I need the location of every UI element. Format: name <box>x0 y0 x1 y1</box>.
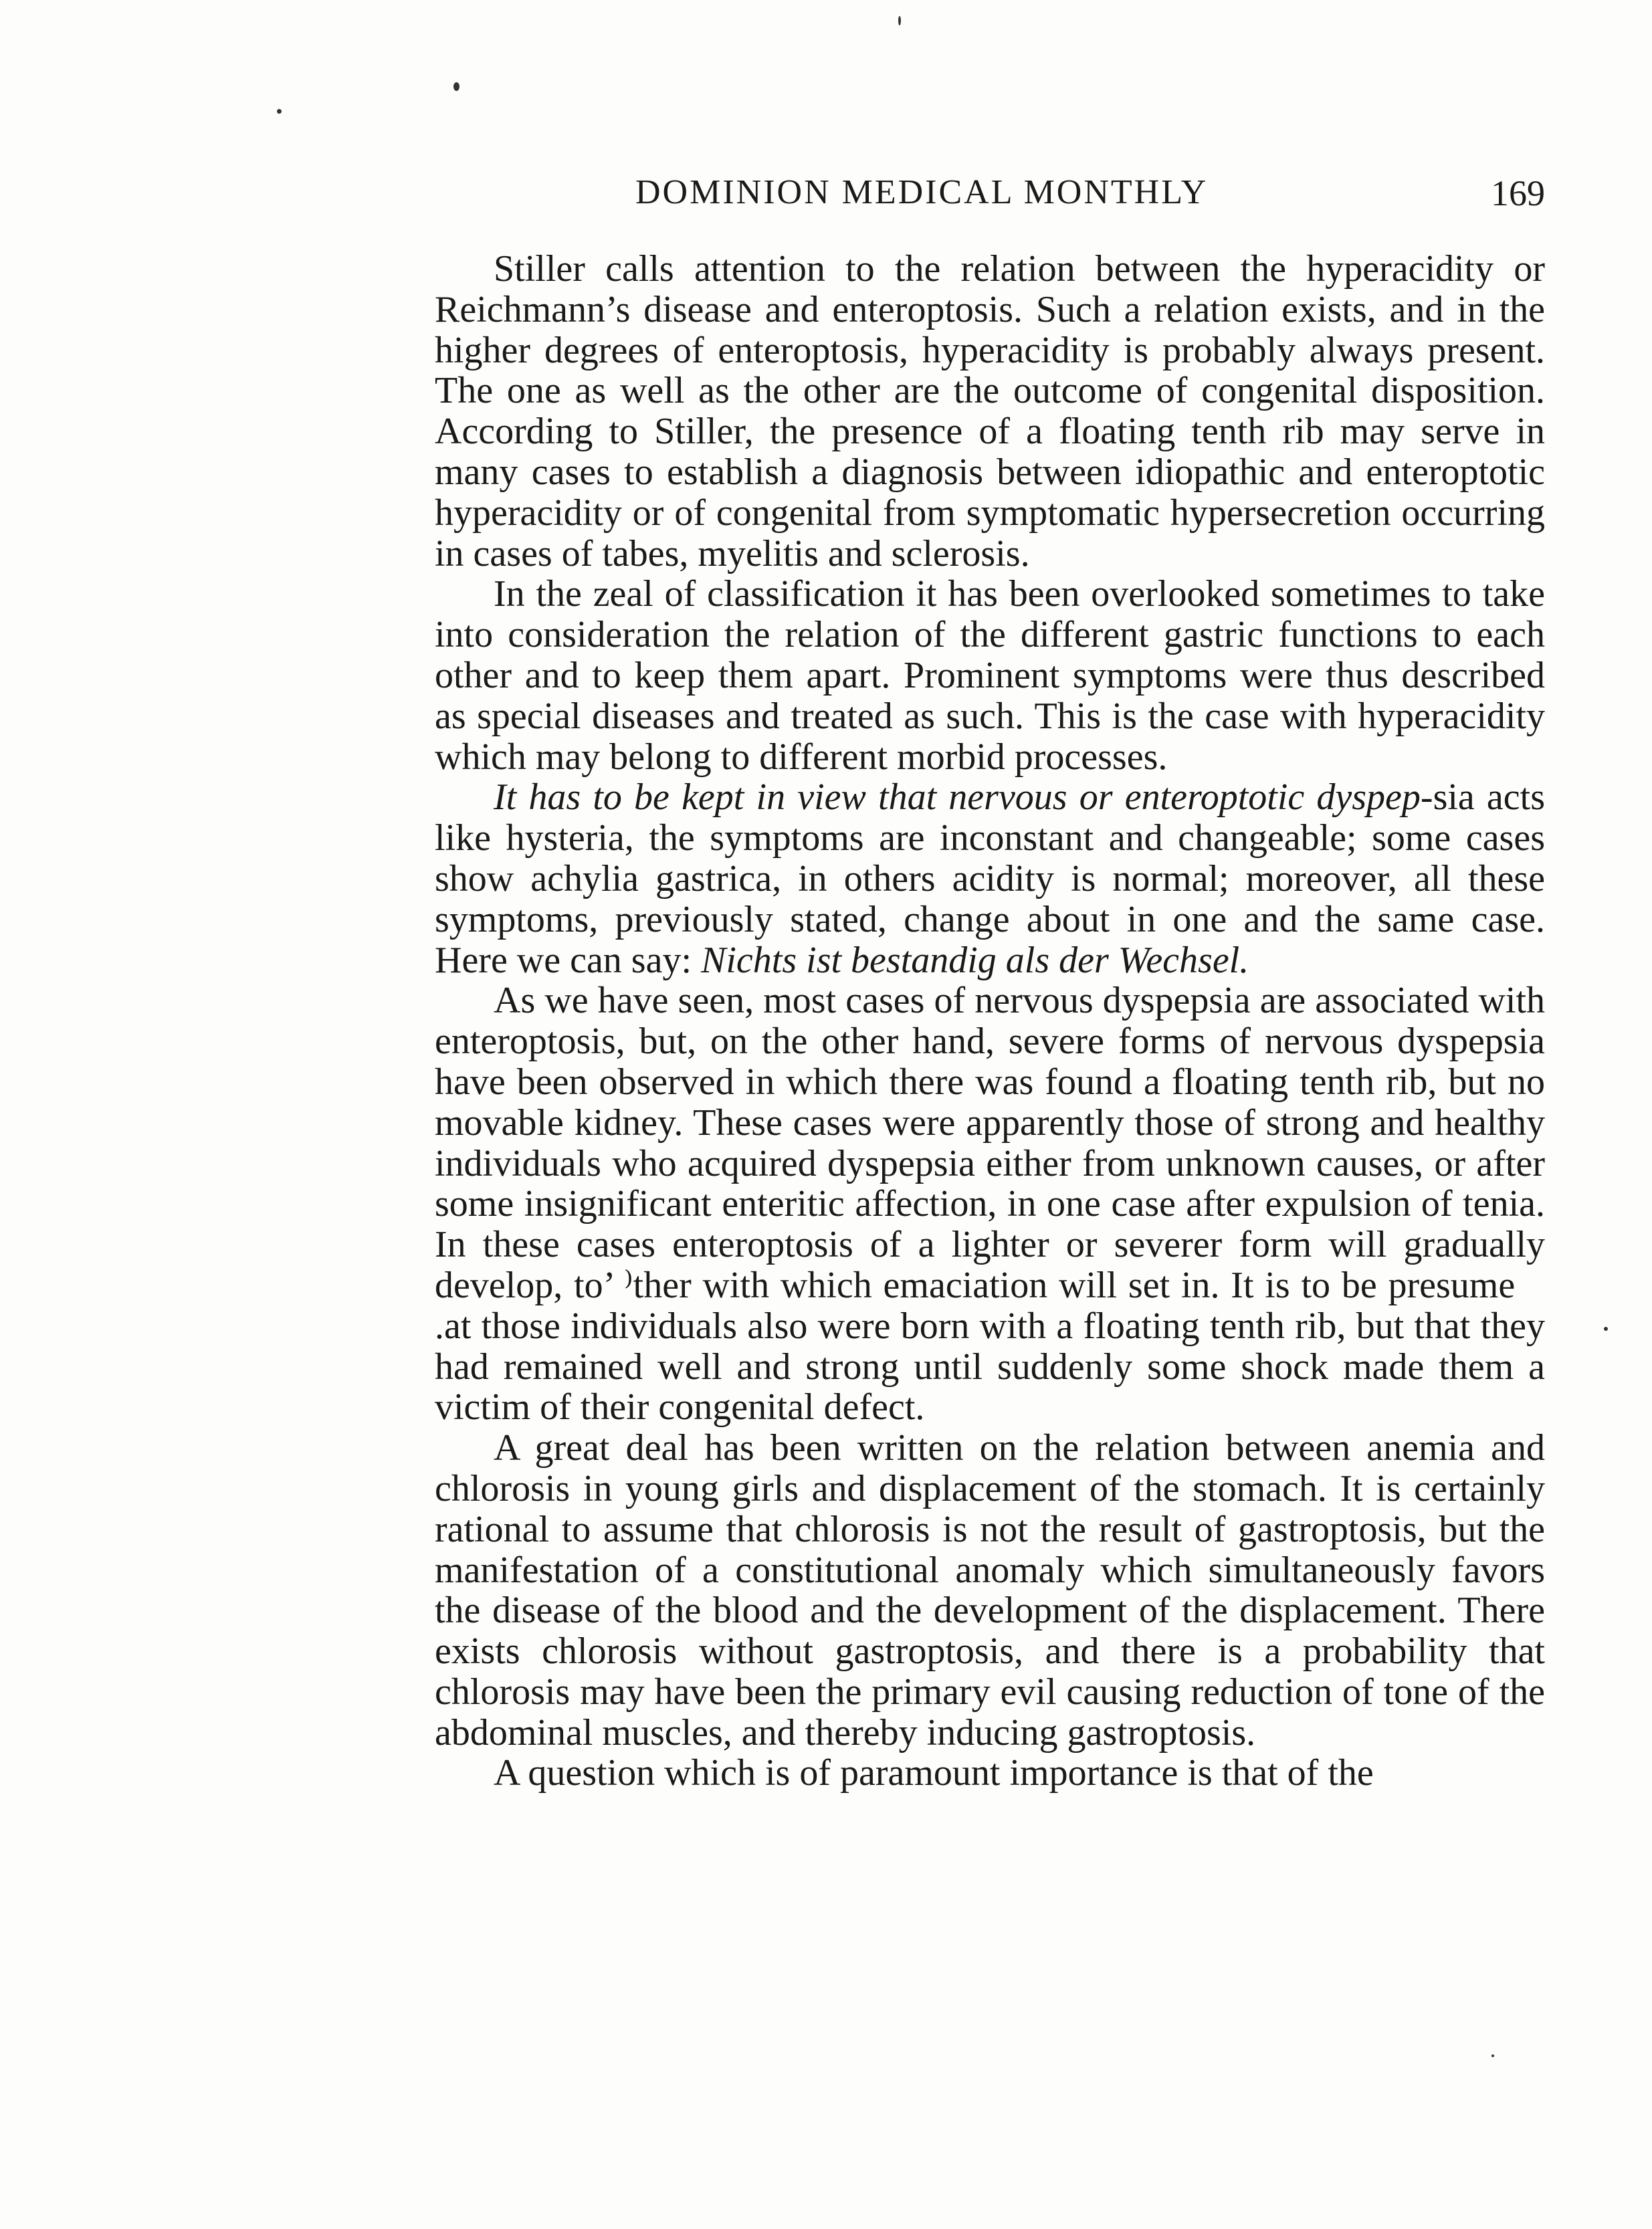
paragraph-text: Stiller calls attention to the relation between the hyperacidity or Reichmann’s disease and enteroptosis. Such a relation exists, and in the higher degrees of enteroptosis, hyperacidity is probably always present. The one as well as the other are the outcome of congenital disposition. According to Stiller, the presence of a floating tenth rib may serve in many cases to establish a diagnosis between idiopathic and enteroptotic hyperacidity or of congenital from symptomatic hypersecretion occurring in cases of tabes, myelitis and sclerosis. <box>435 248 1545 574</box>
running-title: DOMINION MEDICAL MONTHLY <box>635 173 1209 211</box>
paragraph-text: A great deal has been written on the relation between anemia and chlorosis in young girls and displacement of the stomach. It is certainly rational to assume that chlorosis is not the result of gastroptosis, but the manifestation of a constitutional anomaly which simultaneously favors the disease of the blood and the development of the displacement. There exists chlorosis without gastroptosis, and there is a probability that chlorosis may have been the primary evil causing reduction of tone of the abdominal muscles, and thereby inducing gastroptosis. <box>435 1427 1545 1754</box>
paragraph-text: As we have seen, most cases of nervous dyspepsia are associated with enteroptosis, but, on the other hand, severe forms of nervous dyspepsia have been observed in which there was found a floating tenth rib, but no movable kidney. These cases were apparently those of strong and healthy individuals who acquired dyspepsia either from unknown causes, or after some insignificant enteritic affection, in one case after expulsion of tenia. In these cases enteroptosis of a lighter or severer form will gradually develop, to’ ⁾ther with which emaciation will set in. It is to be presume .at those individuals also were born with a floating tenth rib, but that they had remained well and strong until suddenly some shock made them a victim of their congenital defect. <box>435 980 1545 1428</box>
scan-speck <box>898 16 901 25</box>
paragraph-enteroptosis <box>435 980 1545 1428</box>
paragraph-chlorosis <box>435 1428 1545 1753</box>
italic-lead: It has to be kept in view that nervous or enteroptotic dyspep <box>494 776 1421 819</box>
running-header <box>435 173 1545 219</box>
page-number: 169 <box>1491 173 1545 213</box>
article-body <box>435 249 1545 1794</box>
scan-speck <box>277 109 282 114</box>
paragraph-text: In the zeal of classification it has been overlooked sometimes to take into consideration the relation of the different gastric functions to each other and to keep them apart. Prominent symptoms were thus described as special diseases and treated as such. This is the case with hyperacidity which may belong to different morbid processes. <box>435 573 1545 778</box>
scan-speck <box>1491 2054 1494 2057</box>
paragraph-text: sia acts like hysteria, the symptoms are inconstant and changeable; some cases show achylia gastrica, in others acidity is normal; moreover, all these symptoms, previously stated, change about in one and the same case. Here we can say: <box>435 776 1545 981</box>
scan-speck <box>453 82 459 91</box>
scan-speck <box>1604 1327 1608 1331</box>
paragraph-nervous-dyspepsia: It has to be kept in view that nervous or enteroptotic dyspep-sia acts like hysteria, the symptoms are inconstant and changeable; some cases show achylia gastrica, in others acidity is normal; moreover, all these symptoms, previously stated, change about in one and the same case. Here we can say: Nichts ist bestandig als der Wechsel. <box>435 776 1545 981</box>
german-quote: Nichts ist bestandig als der Wechsel. <box>701 939 1249 981</box>
paragraph-text: A question which is of paramount importance is that of the <box>494 1752 1374 1794</box>
paragraph-classification <box>435 574 1545 777</box>
paragraph-stiller <box>435 249 1545 574</box>
paragraph-question <box>435 1753 1545 1794</box>
